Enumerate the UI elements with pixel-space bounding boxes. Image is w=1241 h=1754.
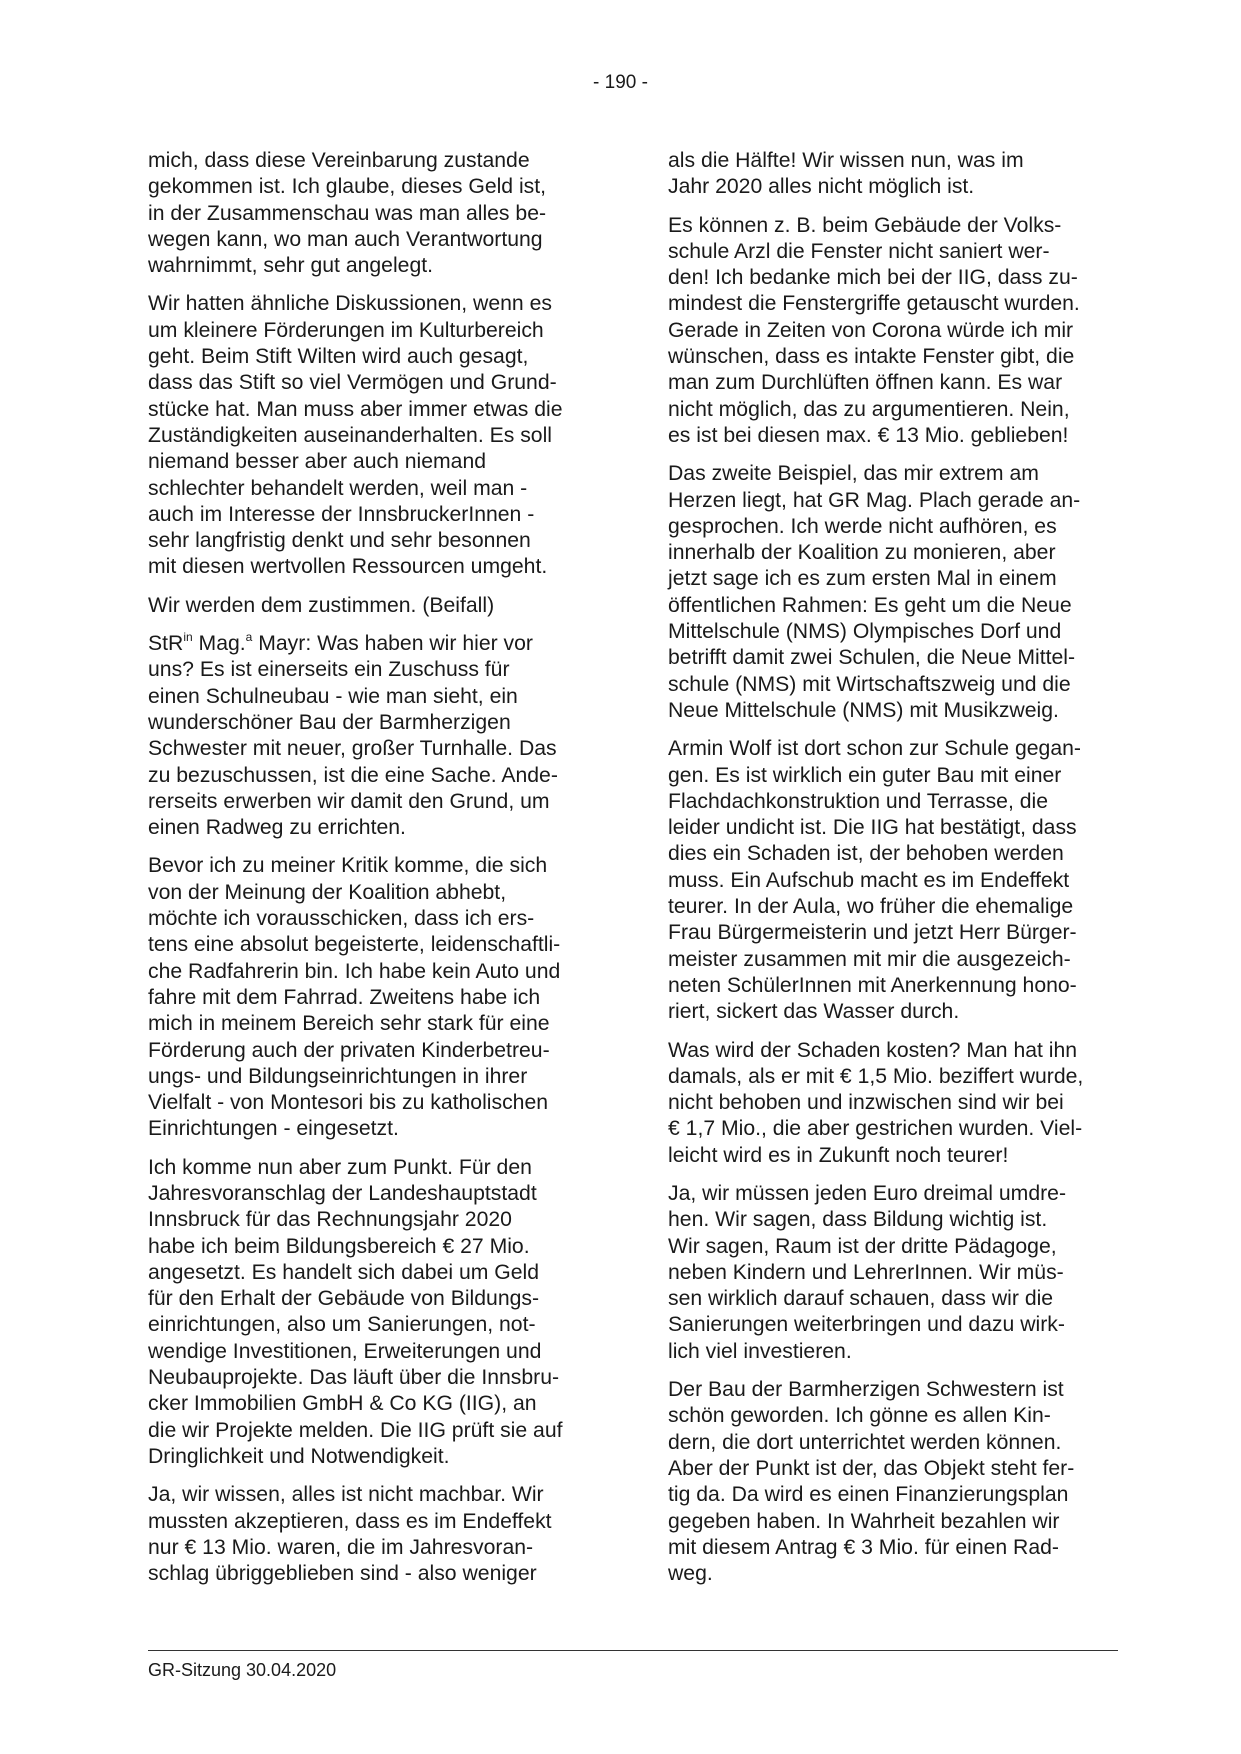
text-line: mit diesen wertvollen Ressourcen umgeht. (148, 555, 548, 579)
text-line: Schwester mit neuer, großer Turnhalle. Das (148, 737, 557, 761)
paragraph (668, 1038, 1120, 1169)
footer-session-date: GR-Sitzung 30.04.2020 (148, 1660, 337, 1680)
text-line: Armin Wolf ist dort schon zur Schule gegan- (668, 737, 1081, 761)
text-line: Wir werden dem zustimmen. (Beifall) (148, 593, 495, 617)
text-line: für den Erhalt der Gebäude von Bildungs- (148, 1287, 540, 1311)
text-line: tens eine absolut begeisterte, leidenschaftli- (148, 933, 561, 957)
text-line: mussten akzeptieren, dass es im Endeffekt (148, 1509, 552, 1533)
text-line: niemand besser aber auch niemand (148, 450, 487, 474)
text-line: gekommen ist. Ich glaube, dieses Geld ist, (148, 175, 547, 199)
text-line: mindest die Fenstergriffe getauscht wurden. (668, 292, 1080, 316)
paragraph (668, 461, 1120, 724)
text-line: damals, als er mit € 1,5 Mio. beziffert wurde, (668, 1064, 1084, 1088)
text-line: Förderung auch der privaten Kinderbetreu- (148, 1038, 550, 1062)
text-line: wahrnimmt, sehr gut angelegt. (148, 254, 433, 278)
text-line: leicht wird es in Zukunft noch teurer! (668, 1143, 1009, 1167)
text-line: einen Radweg zu errichten. (148, 816, 406, 840)
text-line: nicht möglich, das zu argumentieren. Nein, (668, 397, 1070, 421)
text-line: gesprochen. Ich werde nicht aufhören, es (668, 514, 1057, 538)
text-line: hen. Wir sagen, dass Bildung wichtig ist. (668, 1208, 1048, 1232)
text-line: mich, dass diese Vereinbarung zustande (148, 149, 530, 172)
right-column (668, 148, 1120, 1599)
paragraph (668, 736, 1120, 1025)
speaker-text: Mayr: Was haben wir hier vor (252, 632, 533, 656)
text-line: ungs- und Bildungseinrichtungen in ihrer (148, 1064, 528, 1088)
text-line: schlag übriggeblieben sind - also weniger (148, 1562, 537, 1586)
text-line: Sanierungen weiterbringen und dazu wirk- (668, 1313, 1065, 1337)
page-number: - 190 - (593, 72, 648, 93)
text-line: gegeben haben. In Wahrheit bezahlen wir (668, 1509, 1060, 1533)
text-line: auch im Interesse der InnsbruckerInnen - (148, 502, 535, 526)
text-line: Aber der Punkt ist der, das Objekt steht fer- (668, 1456, 1075, 1480)
speaker-title-sup: a (245, 629, 253, 644)
text-line: sen wirklich darauf schauen, dass wir die (668, 1287, 1054, 1311)
text-line: Wir hatten ähnliche Diskussionen, wenn es (148, 292, 552, 316)
text-line: öffentlichen Rahmen: Es geht um die Neue (668, 593, 1072, 617)
paragraph (668, 148, 1120, 201)
text-line: leider undicht ist. Die IIG hat bestätigt, dass (668, 816, 1077, 840)
text-line: Flachdachkonstruktion und Terrasse, die (668, 789, 1049, 813)
footer-divider (148, 1650, 1118, 1651)
text-line: uns? Es ist einerseits ein Zuschuss für (148, 658, 510, 682)
text-line: den! Ich bedanke mich bei der IIG, dass zu- (668, 266, 1078, 290)
text-line: che Radfahrerin bin. Ich habe kein Auto und (148, 959, 561, 983)
text-line: Mittelschule (NMS) Olympisches Dorf und (668, 620, 1062, 644)
paragraph-speaker-mayr (148, 631, 600, 841)
text-line: weg. (668, 1562, 713, 1586)
text-line: teurer. In der Aula, wo früher die ehemalige (668, 895, 1074, 919)
text-line: habe ich beim Bildungsbereich € 27 Mio. (148, 1234, 530, 1258)
text-line: Jahresvoranschlag der Landeshauptstadt (148, 1181, 537, 1205)
text-line: wunderschöner Bau der Barmherzigen (148, 710, 511, 734)
text-line: Herzen liegt, hat GR Mag. Plach gerade an- (668, 488, 1081, 512)
text-line: Es können z. B. beim Gebäude der Volks- (668, 213, 1062, 237)
paragraph (148, 1155, 600, 1471)
text-line: Ich komme nun aber zum Punkt. Für den (148, 1155, 532, 1179)
text-line: muss. Ein Aufschub macht es im Endeffekt (668, 868, 1070, 892)
paragraph (148, 593, 600, 619)
text-line: Dringlichkeit und Notwendigkeit. (148, 1444, 450, 1468)
text-line: wünschen, dass es intakte Fenster gibt, die (668, 345, 1075, 369)
text-line: nur € 13 Mio. waren, die im Jahresvoran- (148, 1535, 534, 1559)
paragraph (148, 853, 600, 1142)
paragraph (668, 1377, 1120, 1587)
speaker-prefix-sup: in (183, 629, 193, 644)
text-line: mit diesem Antrag € 3 Mio. für einen Rad- (668, 1535, 1059, 1559)
text-line: in der Zusammenschau was man alles be- (148, 201, 547, 225)
paragraph (148, 1482, 600, 1587)
text-line: als die Hälfte! Wir wissen nun, was im (668, 149, 1024, 172)
text-line: Vielfalt - von Montesori bis zu katholischen (148, 1091, 549, 1115)
text-line: um kleinere Förderungen im Kulturbereich (148, 318, 544, 342)
text-line: tig da. Da wird es einen Finanzierungsplan (668, 1483, 1069, 1507)
text-line: rerseits erwerben wir damit den Grund, um (148, 789, 550, 813)
text-line: neten SchülerInnen mit Anerkennung hono- (668, 973, 1077, 997)
text-line: Bevor ich zu meiner Kritik komme, die sich (148, 854, 548, 878)
text-line: schön geworden. Ich gönne es allen Kin- (668, 1404, 1051, 1428)
text-line: einrichtungen, also um Sanierungen, not- (148, 1313, 536, 1337)
text-line: wendige Investitionen, Erweiterungen und (148, 1339, 542, 1363)
text-line: dass das Stift so viel Vermögen und Grund- (148, 371, 557, 395)
text-line: fahre mit dem Fahrrad. Zweitens habe ich (148, 985, 541, 1009)
text-line: lich viel investieren. (668, 1339, 852, 1363)
text-line: Einrichtungen - eingesetzt. (148, 1117, 399, 1141)
text-line: Der Bau der Barmherzigen Schwestern ist (668, 1378, 1064, 1402)
text-line: Gerade in Zeiten von Corona würde ich mir (668, 318, 1074, 342)
text-line: zu bezuschussen, ist die eine Sache. Ande- (148, 763, 558, 787)
text-line: Neue Mittelschule (NMS) mit Musikzweig. (668, 698, 1059, 722)
text-line: betrifft damit zwei Schulen, die Neue Mittel- (668, 646, 1076, 670)
text-line: Innsbruck für das Rechnungsjahr 2020 (148, 1208, 512, 1232)
paragraph (148, 148, 600, 279)
paragraph (668, 1181, 1120, 1365)
text-line: schule (NMS) mit Wirtschaftszweig und die (668, 672, 1071, 696)
text-line: schule Arzl die Fenster nicht saniert wer- (668, 239, 1050, 263)
text-line: dies ein Schaden ist, der behoben werden (668, 842, 1064, 866)
text-line: Ja, wir wissen, alles ist nicht machbar. Wir (148, 1483, 544, 1507)
text-line: sehr langfristig denkt und sehr besonnen (148, 529, 531, 553)
speaker-prefix: StR (148, 632, 184, 656)
text-line: Zuständigkeiten auseinanderhalten. Es soll (148, 423, 553, 447)
text-line: die wir Projekte melden. Die IIG prüft sie auf (148, 1418, 563, 1442)
text-line: gen. Es ist wirklich ein guter Bau mit einer (668, 763, 1062, 787)
text-line: jetzt sage ich es zum ersten Mal in einem (668, 567, 1057, 591)
text-line: Was wird der Schaden kosten? Man hat ihn (668, 1038, 1078, 1062)
text-line: nicht behoben und inzwischen sind wir bei (668, 1091, 1064, 1115)
text-line: angesetzt. Es handelt sich dabei um Geld (148, 1260, 540, 1284)
left-column (148, 148, 600, 1599)
speaker-title: Mag. (192, 632, 246, 656)
text-line: stücke hat. Man muss aber immer etwas die (148, 397, 563, 421)
paragraph (148, 291, 600, 580)
text-line: Frau Bürgermeisterin und jetzt Herr Bürger- (668, 921, 1077, 945)
text-line: meister zusammen mit mir die ausgezeich- (668, 947, 1071, 971)
text-line: innerhalb der Koalition zu monieren, aber (668, 541, 1056, 565)
text-line: man zum Durchlüften öffnen kann. Es war (668, 371, 1063, 395)
text-line: geht. Beim Stift Wilten wird auch gesagt, (148, 345, 529, 369)
text-line: es ist bei diesen max. € 13 Mio. geblieben! (668, 423, 1069, 447)
text-line: € 1,7 Mio., die aber gestrichen wurden. Viel- (668, 1117, 1083, 1141)
text-line: Jahr 2020 alles nicht möglich ist. (668, 175, 975, 199)
text-line: Wir sagen, Raum ist der dritte Pädagoge, (668, 1234, 1057, 1258)
text-line: von der Meinung der Koalition abhebt, (148, 880, 507, 904)
text-line: schlechter behandelt werden, weil man - (148, 476, 528, 500)
text-line: neben Kindern und LehrerInnen. Wir müs- (668, 1260, 1064, 1284)
text-line: möchte ich vorausschicken, dass ich ers- (148, 907, 535, 931)
text-line: einen Schulneubau - wie man sieht, ein (148, 684, 518, 708)
text-line: Das zweite Beispiel, das mir extrem am (668, 462, 1039, 486)
text-line: riert, sickert das Wasser durch. (668, 1000, 960, 1024)
text-line: dern, die dort unterrichtet werden können. (668, 1430, 1062, 1454)
text-line: wegen kann, wo man auch Verantwortung (148, 227, 543, 251)
paragraph (668, 213, 1120, 450)
text-line: cker Immobilien GmbH & Co KG (IIG), an (148, 1392, 537, 1416)
text-line: Neubauprojekte. Das läuft über die Innsbru- (148, 1366, 560, 1390)
speaker-line (148, 631, 600, 657)
text-line: mich in meinem Bereich sehr stark für eine (148, 1012, 550, 1036)
text-line: Ja, wir müssen jeden Euro dreimal umdre- (668, 1181, 1067, 1205)
